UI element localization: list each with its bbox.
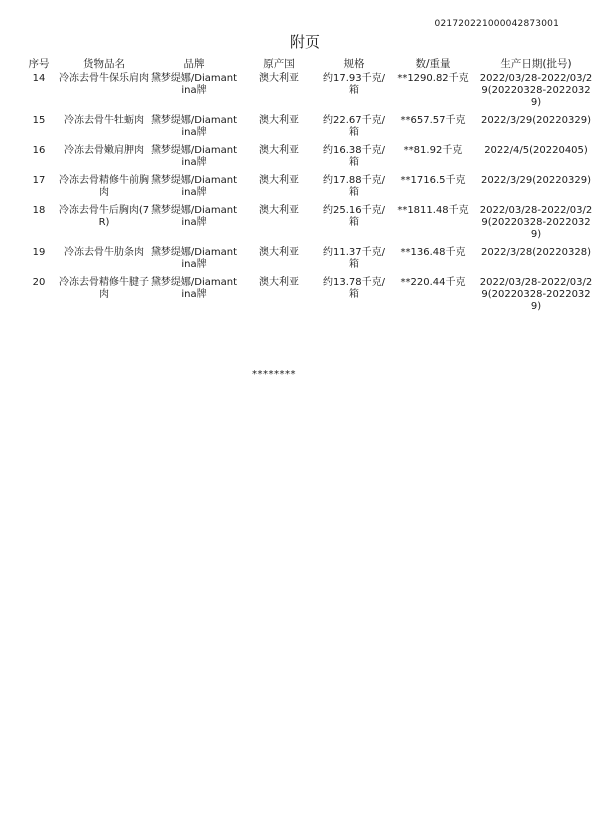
cell-seq: 15 bbox=[32, 115, 46, 126]
cell-date: 2022/3/29(20220329) bbox=[481, 115, 591, 126]
cell-seq: 18 bbox=[32, 205, 46, 216]
header-qty: 数/重量 bbox=[415, 58, 451, 70]
cell-origin: 澳大利亚 bbox=[259, 145, 299, 156]
header-seq: 序号 bbox=[28, 58, 50, 70]
table-row bbox=[20, 114, 594, 144]
table-row bbox=[20, 144, 594, 174]
cell-brand: 黛梦缇娜/Diamantina牌 bbox=[150, 145, 238, 168]
cell-date: 2022/3/28(20220328) bbox=[481, 247, 591, 258]
cell-spec: 约11.37千克/箱 bbox=[323, 247, 385, 270]
cell-name: 冷冻去骨精修牛前胸肉 bbox=[59, 175, 149, 198]
cell-name: 冷冻去骨牛肋条肉 bbox=[64, 247, 144, 258]
table-row bbox=[20, 174, 594, 204]
table-row bbox=[20, 204, 594, 246]
cell-origin: 澳大利亚 bbox=[259, 277, 299, 288]
cell-origin: 澳大利亚 bbox=[259, 175, 299, 186]
cell-brand: 黛梦缇娜/Diamantina牌 bbox=[150, 73, 238, 96]
cell-qty: **136.48千克 bbox=[400, 247, 466, 258]
header-name: 货物品名 bbox=[83, 58, 125, 70]
cell-origin: 澳大利亚 bbox=[259, 115, 299, 126]
document-number: 021720221000042873001 bbox=[434, 19, 559, 29]
cell-name: 冷冻去骨牛后胸肉(7R) bbox=[58, 205, 150, 228]
cell-spec: 约17.93千克/箱 bbox=[323, 73, 385, 96]
goods-table bbox=[20, 55, 594, 318]
cell-qty: **220.44千克 bbox=[400, 277, 466, 288]
end-marker: ******** bbox=[252, 369, 296, 380]
cell-name: 冷冻去骨精修牛腱子肉 bbox=[59, 277, 149, 300]
cell-brand: 黛梦缇娜/Diamantina牌 bbox=[150, 115, 238, 138]
header-origin: 原产国 bbox=[263, 58, 295, 70]
cell-spec: 约22.67千克/箱 bbox=[323, 115, 385, 138]
cell-date: 2022/3/29(20220329) bbox=[481, 175, 591, 186]
cell-seq: 16 bbox=[32, 145, 46, 156]
cell-brand: 黛梦缇娜/Diamantina牌 bbox=[150, 175, 238, 198]
cell-seq: 14 bbox=[32, 73, 46, 84]
cell-date: 2022/03/28-2022/03/29(20220328-20220329) bbox=[479, 73, 593, 108]
cell-qty: **81.92千克 bbox=[403, 145, 463, 156]
cell-brand: 黛梦缇娜/Diamantina牌 bbox=[150, 205, 238, 228]
table-row bbox=[20, 246, 594, 276]
table-row bbox=[20, 72, 594, 114]
cell-seq: 19 bbox=[32, 247, 46, 258]
cell-date: 2022/03/28-2022/03/29(20220328-20220329) bbox=[479, 277, 593, 312]
cell-name: 冷冻去骨牛保乐肩肉 bbox=[59, 73, 149, 84]
cell-seq: 20 bbox=[32, 277, 46, 288]
cell-spec: 约16.38千克/箱 bbox=[323, 145, 385, 168]
cell-brand: 黛梦缇娜/Diamantina牌 bbox=[150, 277, 238, 300]
cell-name: 冷冻去骨牛牡蛎肉 bbox=[64, 115, 144, 126]
cell-date: 2022/03/28-2022/03/29(20220328-20220329) bbox=[479, 205, 593, 240]
table-header-row bbox=[20, 55, 594, 72]
table-row bbox=[20, 276, 594, 318]
header-spec: 规格 bbox=[343, 58, 365, 70]
cell-origin: 澳大利亚 bbox=[259, 247, 299, 258]
cell-spec: 约25.16千克/箱 bbox=[323, 205, 385, 228]
cell-brand: 黛梦缇娜/Diamantina牌 bbox=[150, 247, 238, 270]
cell-qty: **1716.5千克 bbox=[400, 175, 466, 186]
cell-qty: **657.57千克 bbox=[400, 115, 466, 126]
cell-spec: 约13.78千克/箱 bbox=[323, 277, 385, 300]
cell-date: 2022/4/5(20220405) bbox=[484, 145, 588, 156]
cell-name: 冷冻去骨嫩肩胛肉 bbox=[64, 145, 144, 156]
cell-qty: **1811.48千克 bbox=[397, 205, 469, 216]
header-brand: 品牌 bbox=[183, 58, 205, 70]
cell-qty: **1290.82千克 bbox=[397, 73, 469, 84]
cell-origin: 澳大利亚 bbox=[259, 205, 299, 216]
header-date: 生产日期(批号) bbox=[500, 58, 572, 70]
cell-seq: 17 bbox=[32, 175, 46, 186]
cell-origin: 澳大利亚 bbox=[259, 73, 299, 84]
page-title: 附页 bbox=[289, 33, 320, 51]
cell-spec: 约17.88千克/箱 bbox=[323, 175, 385, 198]
